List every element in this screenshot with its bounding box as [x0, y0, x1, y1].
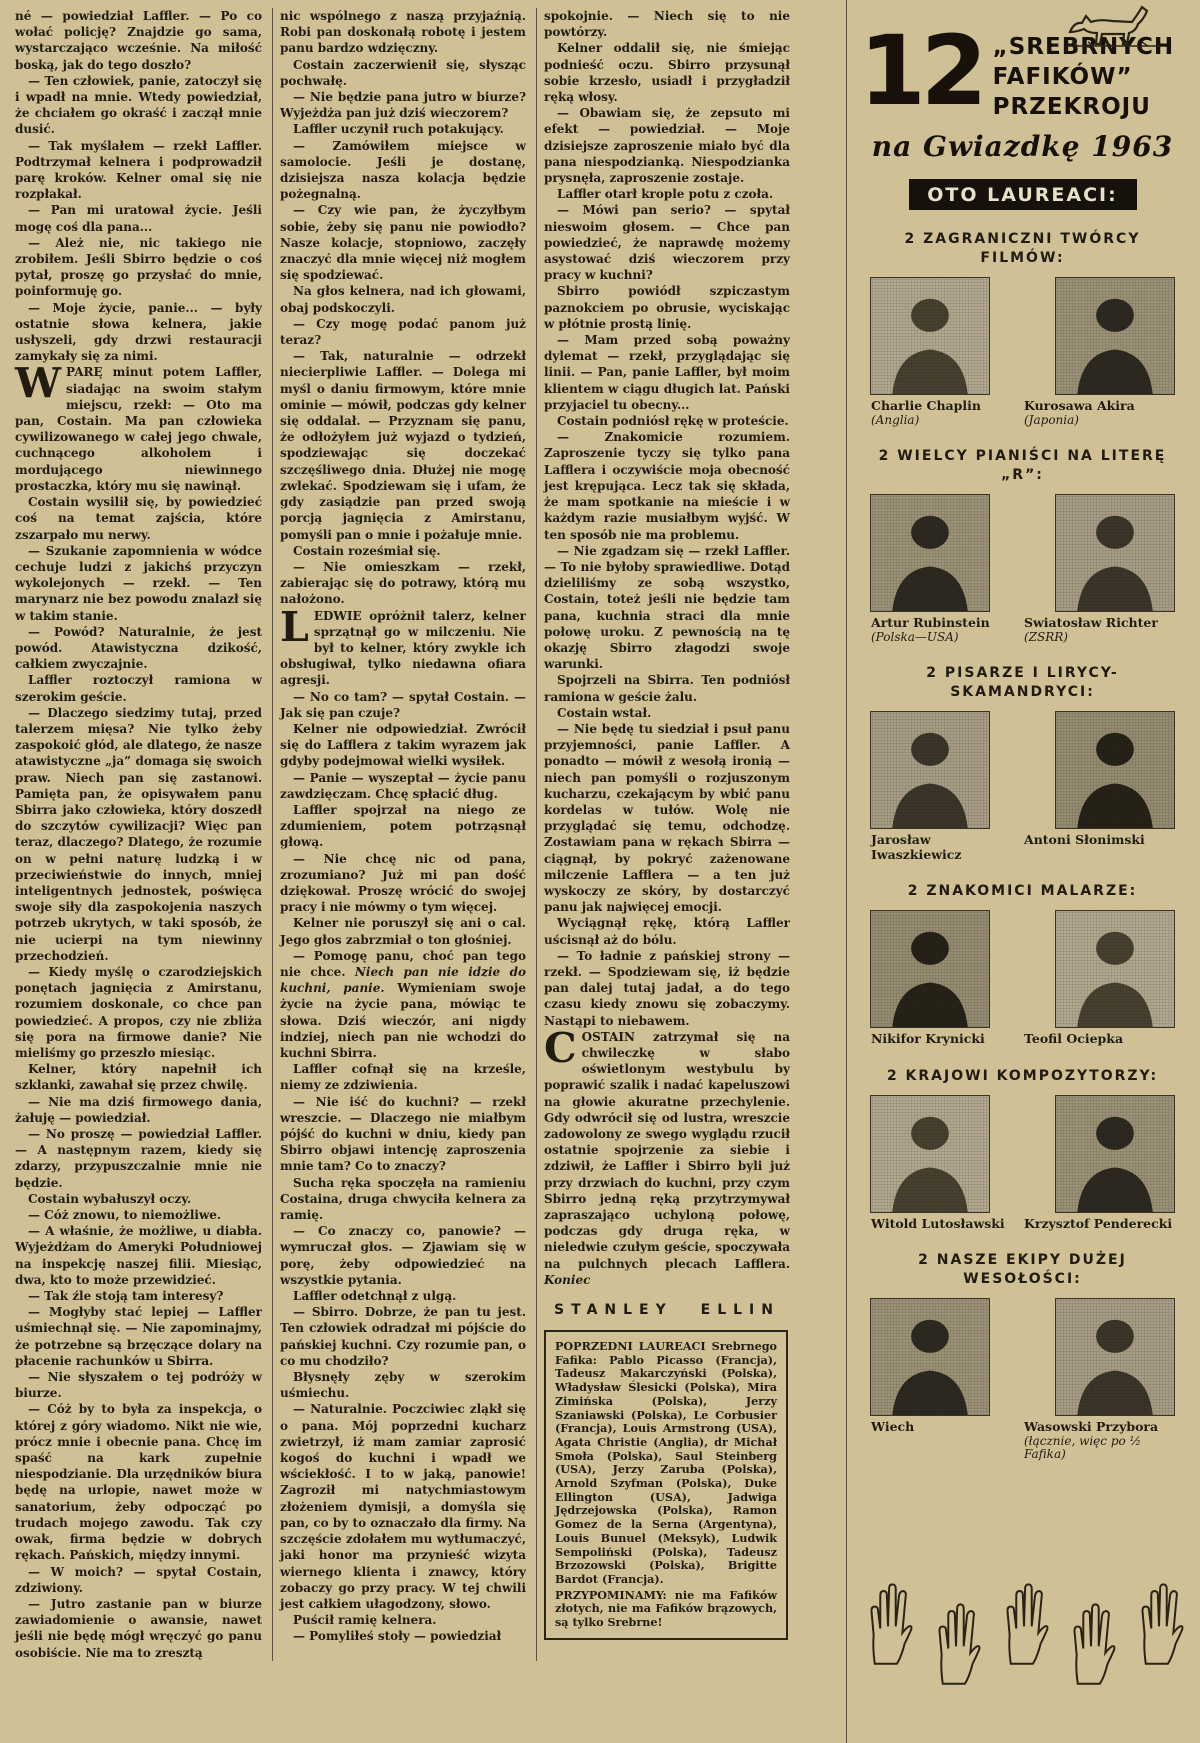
- hands-illustration-row: [863, 1580, 1184, 1686]
- reminder-lead: PRZYPOMINAMY:: [555, 1587, 667, 1602]
- laureate-photo: [871, 1299, 989, 1415]
- rect-element: [1056, 712, 1174, 828]
- laureate-caption: [1024, 399, 1174, 427]
- caption-row: [859, 1420, 1186, 1462]
- hand-icon: [863, 1580, 913, 1666]
- rect-element: [871, 495, 989, 611]
- story-paragraph: — Cóż znowu, to niemożliwe.: [28, 1208, 222, 1223]
- story-paragraph: — Pomogę panu, choć pan tego nie chce. Niech pan nie idzie do kuchni, panie. Wymieniam swoje życie na życie pana, mówiąc te słowa. Dziś wieczór, ani nigdy indziej, niech pan nie wchodzi do kuchni Sbirra.: [280, 948, 526, 1060]
- portrait-silhouette: [1056, 712, 1174, 828]
- story-paragraph: Na głos kelnera, nad ich głowami, obaj podskoczyli.: [280, 284, 526, 315]
- laureate-photo: [871, 278, 989, 394]
- laureate-note: (Japonia): [1024, 412, 1079, 427]
- rect-element: [1056, 278, 1174, 394]
- laureate-photo: [1056, 712, 1174, 828]
- caption-row: [859, 1217, 1186, 1232]
- story-paragraph: — Cóż by to była za inspekcja, o której z góry wiadomo. Nikt nie wie, prócz mnie i obecnie pana. Chcę im spaść na kark zupełnie niespodzianie. Dla urzędników biura będę na urlopie, nawet może w sanatorium, żeby odpocząć po trudach mojego zawodu. Tak czy owak, firma będzie w dobrych rękach. Pańskich, między innymi.: [15, 1402, 262, 1563]
- rect-element: [1056, 495, 1174, 611]
- story-paragraph: Kelner oddalił się, nie śmiejąc podnieść oczu. Sbirro przysunął sobie krzesło, usiadł i przygładził ręką włosy.: [544, 41, 790, 105]
- column-3-text: [544, 8, 790, 1288]
- hand-illustration: [863, 1580, 913, 1666]
- laureate-section: [859, 1067, 1186, 1232]
- hand-illustration: [1134, 1580, 1184, 1666]
- circle-element: [911, 299, 949, 332]
- portrait-silhouette: [1056, 1096, 1174, 1212]
- laureate-caption: [871, 1420, 1021, 1462]
- previous-laureates-paragraph: [555, 1340, 777, 1587]
- laureate-photo: [871, 911, 989, 1027]
- hand-illustration: [1066, 1600, 1116, 1686]
- laureate-photo: [1056, 911, 1174, 1027]
- story-paragraph: — Nie będzie pana jutro w biurze? Wyjeżdża pan już dziś wieczorem?: [280, 90, 526, 121]
- column-1-text: [15, 8, 262, 1661]
- laureate-note: (Anglia): [871, 412, 920, 427]
- reminder-paragraph: [555, 1589, 777, 1630]
- story-paragraph: Laffler cofnął się na krześle, niemy ze zdziwienia.: [280, 1062, 526, 1093]
- path-element: [892, 1167, 968, 1212]
- circle-element: [911, 1116, 949, 1149]
- section-heading: 2 NASZE EKIPY DUŻEJ WESOŁOŚCI:: [918, 1252, 1127, 1287]
- story-paragraph: — Czy wie pan, że życzyłbym sobie, żeby się panu nie powiodło? Nasze kolacje, stopniowo, zaczęły znaczyć dla mnie więcej niż mogłem się spodziewać.: [280, 203, 526, 283]
- laureates-sidebar: [846, 0, 1200, 1743]
- story-paragraph: — Nie chcę nic od pana, zrozumiano? Już mi pan dość dziękował. Proszę wrócić do swojej pracy i nie mówmy o tym więcej.: [280, 851, 526, 915]
- laureate-name: Kurosawa Akira: [1024, 398, 1135, 413]
- rect-element: [871, 1299, 989, 1415]
- portrait-silhouette: [1056, 1299, 1174, 1415]
- section-heading: 2 ZNAKOMICI MALARZE:: [907, 883, 1138, 899]
- rect-element: [871, 911, 989, 1027]
- story-paragraph: — Czy mogę podać panom już teraz?: [280, 316, 526, 348]
- story-column-3: [536, 8, 800, 1661]
- caption-row: [859, 833, 1186, 862]
- story-paragraph: Kelner nie odpowiedział. Zwrócił się do Lafflera z takim wyrazem jak gdyby podejmował wielki wysiłek.: [280, 721, 526, 769]
- laureates-banner: OTO LAUREACI:: [909, 179, 1137, 210]
- story-paragraph: — Nie zgadzam się — rzekł Laffler. — To nie byłoby sprawiedliwe. Dotąd dzieliliśmy ze sobą wszystko, Costain, toteż jeśli nie będzie tam pana, kuchnia straci dla mnie połowę uroku. Z pewnością na tę okazję Sbirro złagodzi swoje warunki.: [544, 543, 790, 672]
- story-paragraph: — No co tam? — spytał Costain. — Jak się pan czuje?: [280, 689, 526, 720]
- story-paragraph: Laffler spojrzał na niego ze zdumieniem, potem potrząsnął głową.: [280, 802, 526, 850]
- story-paragraph: — Mówi pan serio? — spytał nieswoim głosem. — Chce pan powiedzieć, że naprawdę możemy asystować dziś wieczorem przy pracy w kuchni?: [544, 203, 790, 283]
- laureate-name: Nikifor Krynicki: [871, 1031, 985, 1046]
- laureate-name: Witold Lutosławski: [871, 1215, 1005, 1231]
- laureate-photo: [1056, 1299, 1174, 1415]
- path-element: [871, 1584, 911, 1663]
- italic-phrase: Niech pan nie idzie do kuchni, panie.: [280, 964, 526, 996]
- masthead-line-2: FAFIKÓW”: [992, 64, 1133, 90]
- circle-element: [911, 733, 949, 766]
- rect-element: [871, 278, 989, 394]
- rect-element: [871, 712, 989, 828]
- path-element: [892, 566, 968, 611]
- section-heading: 2 WIELCY PIANIŚCI NA LITERĘ „R”:: [878, 448, 1167, 483]
- path-element: [1007, 1584, 1047, 1663]
- rect-element: [1056, 1096, 1174, 1212]
- story-paragraph: — Ależ nie, nic takiego nie zrobiłem. Jeśli Sbirro będzie o coś pytał, proszę go przysłać do mnie, poinformuję go.: [15, 235, 262, 299]
- story-paragraph: Laffler uczynił ruch potakujący.: [293, 122, 504, 137]
- story-paragraph: Kelner nie poruszył się ani o cal. Jego głos zabrzmiał o ton głośniej.: [280, 916, 526, 947]
- photo-row: [859, 712, 1186, 828]
- path-element: [1077, 1370, 1153, 1415]
- laureate-photo: [871, 1096, 989, 1212]
- laureate-caption: [871, 1032, 1021, 1047]
- hand-illustration: [931, 1600, 981, 1686]
- story-paragraph: Costain wstał.: [557, 705, 652, 720]
- portrait-silhouette: [871, 712, 989, 828]
- portrait-silhouette: [1056, 495, 1174, 611]
- story-paragraph: — Nie będę tu siedział i psuł panu przyjemności, panie Laffler. A ponadto — mówił z wesołą ironią — niech pan pomyśli o rozjuszonym kucharzu, czekającym by wbić panu kordelas w tułów. Wolę nie przyglądać się temu, odchodzę. Zostawiam pana w rękach Sbirra — ciągnął, by pokryć zażenowane milczenie Lafflera — a ten już wyskoczy ze skóry, by dostarczyć panu jak najwięcej emocji.: [544, 721, 790, 915]
- laureate-caption: [1024, 1420, 1174, 1462]
- laureate-name: Artur Rubinstein: [871, 615, 990, 630]
- story-paragraph: — Obawiam się, że zepsuto mi efekt — powiedział. — Moje dzisiejsze zaproszenie miało być dla pana niespodzianką. Niespodzianka prysnęła, zaproszenie zostaje.: [544, 106, 790, 186]
- story-paragraph: — Co znaczy co, panowie? — wymruczał głos. — Zjawiam się w porę, żeby odpowiedzieć na wszystkie pytania.: [280, 1224, 526, 1287]
- story-paragraph: Sbirro powiódł szpiczastym paznokciem po obrusie, wyciskając w płótnie prostą linię.: [544, 284, 790, 331]
- story-paragraph: Wyciągnął rękę, którą Laffler uścisnął aż do bólu.: [544, 916, 790, 947]
- circle-element: [911, 1320, 949, 1353]
- laureate-name: Jarosław Iwaszkiewicz: [871, 832, 962, 862]
- portrait-silhouette: [871, 1096, 989, 1212]
- svg-element: [1062, 2, 1166, 48]
- story-paragraph: — Powód? Naturalnie, że jest powód. Atawistyczna dzikość, całkiem zwyczajnie.: [15, 624, 262, 672]
- laureate-caption: [1024, 616, 1174, 644]
- path-element: [1077, 349, 1153, 394]
- laureate-caption: [1024, 1217, 1174, 1232]
- story-paragraph: — Szukanie zapomnienia w wódce cechuje ludzi z jakichś przyczyn wykolejonych — rzekł. — Ten marynarz nie bez powodu znalazł się w takim stanie.: [15, 543, 262, 623]
- circle-element: [1096, 733, 1134, 766]
- story-paragraph: Costain zaczerwienił się, słysząc pochwałę.: [280, 57, 526, 88]
- laureate-name: Teofil Ociepka: [1024, 1031, 1124, 1046]
- path-element: [1077, 1167, 1153, 1212]
- section-heading: 2 PISARZE I LIRYCY-SKAMANDRYCI:: [926, 665, 1119, 700]
- hand-icon: [931, 1600, 981, 1686]
- story-paragraph: — Tak źle stoją tam interesy?: [28, 1289, 224, 1304]
- photo-row: [859, 495, 1186, 611]
- story-paragraph: spokojnie. — Niech się to nie powtórzy.: [544, 9, 790, 40]
- story-paragraph: — Zamówiłem miejsce w samolocie. Jeśli je dostanę, dzisiejsza nasza kolacja będzie pożegnalną.: [280, 138, 526, 202]
- story-paragraph: W PARĘ minut potem Laffler, siadając na swoim stałym miejscu, rzekł: — Oto ma pan, Costain. Ma pan człowieka cywilizowanego w całej jego chwale, cuchnącego alkoholem i mordującego niewinnego prostaczka, który mu się nawinął.: [15, 359, 262, 493]
- story-column-1: [8, 8, 272, 1661]
- story-paragraph: — Mam przed sobą poważny dylemat — rzekł, przyglądając się linii. — Pan, panie Laffler, był moim klientem w ciągu długich lat. Pański przyjaciel tu obecny...: [544, 333, 790, 412]
- masthead-line-3: PRZEKROJU: [992, 94, 1151, 120]
- laureate-photo: [1056, 278, 1174, 394]
- story-paragraph: — Tak, naturalnie — odrzekł niecierpliwie Laffler. — Dolega mi myśl o daniu firmowym, które mnie ominie — mówił, podczas gdy kelner się oddalał. — Przyznam się panu, że odłożyłem już wyjazd o tydzień, spodziewając się doczekać szczęśliwego dnia. Dłużej nie mogę zwlekać. Spodziewam się i ufam, że gdy zasiądzie pan przed swoją porcją jagnięcia z Amirstanu, pomyśli pan o mnie i pożałuje mnie.: [280, 349, 526, 542]
- laureate-name: Krzysztof Penderecki: [1024, 1215, 1173, 1231]
- portrait-silhouette: [871, 495, 989, 611]
- story-paragraph: — Pomyliłeś stoły — powiedział: [293, 1629, 502, 1644]
- path-element: [1077, 783, 1153, 828]
- laureate-name: Antoni Słonimski: [1024, 832, 1145, 847]
- story-paragraph: — Kiedy myślę o czarodziejskich ponętach jagnięcia z Amirstanu, rozumiem doskonale, co chce pan powiedzieć. A propos, czy nie zbliża się pora na firmowe danie? Nie mieliśmy go przeszło miesiąc.: [15, 964, 262, 1060]
- circle-element: [1096, 1116, 1134, 1149]
- drop-cap: C: [544, 1023, 577, 1072]
- story-paragraph: — Tak myślałem — rzekł Laffler. Podtrzymał kelnera i podprowadził parę kroków. Kelner omal się nie rozpłakał.: [15, 138, 262, 202]
- story-paragraph: — Nie słyszałem o tej podróży w biurze.: [15, 1370, 262, 1401]
- laureate-name: Charlie Chaplin: [871, 398, 981, 413]
- path-element: [1070, 7, 1147, 44]
- section-heading: 2 ZAGRANICZNI TWÓRCY FILMÓW:: [904, 231, 1141, 266]
- portrait-silhouette: [871, 278, 989, 394]
- box-lead: POPRZEDNI LAUREACI: [555, 1339, 706, 1354]
- story-paragraph: — Jutro zastanie pan w biurze zawiadomienie o awansie, nawet jeśli nie będę mógł wręczyć go panu osobiście. Nie ma to zresztą: [15, 1596, 262, 1660]
- path-element: [1077, 566, 1153, 611]
- drop-cap: W: [15, 359, 62, 408]
- story-paragraph: — Nie omieszkam — rzekł, zabierając się do potrawy, którą mu nałożono.: [280, 559, 526, 607]
- path-element: [1077, 982, 1153, 1027]
- story-paragraph: Laffler odetchnął z ulgą.: [293, 1289, 457, 1304]
- issue-number: 12: [859, 15, 983, 127]
- path-element: [892, 349, 968, 394]
- story-paragraph: Costain roześmiał się.: [293, 543, 441, 558]
- story-paragraph: Błysnęły zęby w szerokim uśmiechu.: [280, 1370, 526, 1401]
- caption-row: [859, 616, 1186, 644]
- story-paragraph: Laffler otarł krople potu z czoła.: [557, 187, 774, 202]
- circle-element: [911, 932, 949, 965]
- box-body: Srebrnego Fafika: Pablo Picasso (Francja), Tadeusz Makarczyński (Polska), Władysław Ślesicki (Polska), Mira Zimińska (Polska), Jerzy Szaniawski (Polska), Le Corbusier (Francja), Louis Armstrong (USA), Agata Christie (Anglia), dr Michał Smoła (Polska), Saul Steinberg (USA), Jerzy Zaruba (Polska), Arnold Szyfman (Polska), Duke Ellington (USA), Jadwiga Jędrzejowska (Polska), Ramon Gomez de la Serna (Argentyna), Louis Bunuel (Meksyk), Ludwik Sempoliński (Polska), Tadeusz Brzozowski (Polska), Brigitte Bardot (Francja).: [555, 1339, 777, 1586]
- rect-element: [1056, 911, 1174, 1027]
- path-element: [892, 982, 968, 1027]
- story-paragraph: Sucha ręka spoczęła na ramieniu Costaina, druga chwyciła kelnera za ramię.: [280, 1175, 526, 1223]
- story-paragraph: — Naturalnie. Poczciwiec zląkł się o pana. Mój poprzedni kucharz zwietrzył, iż mam zamiar zaprosić kogoś do kuchni i wpadł we wściekłość. I to w jaką, panowie! Zagroził mi natychmiastowym złożeniem dymisji, a domyśla się pan, co by to oznaczało dla firmy. Na szczęście zdołałem mu wytłumaczyć, jaki honor ma przynieść wizyta wiernego klienta i znawcy, który zobaczy go przy pracy. W tej chwili jest całkiem ułagodzony, słowo.: [280, 1402, 526, 1611]
- masthead-line-1: „SREBRNYCH: [992, 34, 1175, 60]
- path-element: [892, 783, 968, 828]
- circle-element: [1096, 516, 1134, 549]
- portrait-silhouette: [1056, 911, 1174, 1027]
- drop-cap: L: [280, 602, 309, 651]
- laureate-caption: [1024, 1032, 1174, 1047]
- laureate-caption: [871, 1217, 1021, 1232]
- laureate-name: Wiech: [871, 1419, 915, 1434]
- laureate-sections: [859, 230, 1186, 1462]
- laureate-name: Wasowski Przybora: [1024, 1419, 1159, 1434]
- photo-row: [859, 1299, 1186, 1415]
- laureate-section: [859, 664, 1186, 862]
- laureate-photo: [1056, 495, 1174, 611]
- story-paragraph: — Dlaczego siedzimy tutaj, przed talerzem mięsa? Nie tylko żeby zaspokoić głód, ale dlatego, że nasze atawistyczne „ja” domaga się swoich praw. Niech pan się zastanowi. Pamięta pan, że opisywałem panu Sbirra jako człowieka, który doszedł do szczytów cywilizacji? Więc pan teraz, dlaczego? Dlatego, że rozumie on w pełni naturę ludzką i w przeciwieństwie do innych, mniej inteligentnych jednostek, poświęca swoje siły dla zaspokojenia naszych potrzeb ukrytych, w taki sposób, że nie ucierpi na tym niewinny przechodzień.: [15, 705, 262, 963]
- laureate-section: [859, 882, 1186, 1047]
- circle-element: [1096, 1320, 1134, 1353]
- story-paragraph: — Nie iść do kuchni? — rzekł wreszcie. — Dlaczego nie miałbym pójść do kuchni w dniu, kiedy pan Sbirro objawi intencję zaproszenia mnie tam? Co to znaczy?: [280, 1094, 526, 1174]
- story-paragraph: — Moje życie, panie... — były ostatnie słowa kelnera, jakie usłyszeli, gdy drzwi restauracji zamykały się za nimi.: [15, 300, 262, 364]
- laureate-caption: [871, 833, 1021, 862]
- circle-element: [1096, 299, 1134, 332]
- christmas-script-line: na Gwiazdkę 1963: [871, 130, 1174, 163]
- italic-phrase: Koniec: [544, 1272, 591, 1287]
- story-paragraph: — Nie ma dziś firmowego dania, żałuję — powiedział.: [15, 1094, 262, 1125]
- rect-element: [1056, 1299, 1174, 1415]
- photo-row: [859, 911, 1186, 1027]
- story-paragraph: Costain podniósł rękę w proteście.: [557, 414, 789, 429]
- laureate-note: (łącznie, więc po ½ Fafika): [1024, 1433, 1142, 1461]
- photo-row: [859, 1096, 1186, 1212]
- photo-row: [859, 278, 1186, 394]
- laureate-section: [859, 230, 1186, 427]
- laureate-photo: [1056, 1096, 1174, 1212]
- laureate-note: (ZSRR): [1024, 629, 1068, 644]
- caption-row: [859, 1032, 1186, 1047]
- laureate-caption: [1024, 833, 1174, 862]
- rect-element: [871, 1096, 989, 1212]
- story-paragraph: — No proszę — powiedział Laffler. — A następnym razem, kiedy się zdarzy, przypuszczalnie mnie nie będzie.: [15, 1127, 262, 1190]
- laureate-photo: [871, 495, 989, 611]
- column-2-text: [280, 8, 526, 1645]
- path-element: [892, 1370, 968, 1415]
- story-paragraph: COSTAIN zatrzymał się na chwileczkę w słabo oświetlonym westybulu by poprawić szalik i nadać kapeluszowi na głowie akuratne przechylenie. Gdy odwrócił się od lustra, wreszcie zadowolony ze swego wyglądu rzucił ostatnie spojrzenie za siebie i zdziwił, że Laffler i Sbirro byli już przy drzwiach do kuchni, przy czym Sbirro jedną ręką przytrzymywał zapraszająco uchyloną połowę, podczas gdy druga ręka, w nieledwie czułym geście, spoczywała na pulchnych plecach Lafflera. Koniec: [544, 1023, 790, 1287]
- section-heading: 2 KRAJOWI KOMPOZYTORZY:: [886, 1067, 1159, 1084]
- laureate-name: Swiatosław Richter: [1024, 615, 1158, 630]
- reminder-body: nie ma Fafików złotych, nie ma Fafików brązowych, są tylko Srebrne!: [555, 1587, 777, 1630]
- laureate-caption: [871, 399, 1021, 427]
- hand-illustration: [999, 1580, 1049, 1666]
- laureate-section: [859, 447, 1186, 644]
- story-paragraph: Costain wybałuszył oczy.: [28, 1191, 192, 1206]
- story-paragraph: Laffler roztoczył ramiona w szerokim geście.: [15, 673, 262, 704]
- circle-element: [911, 516, 949, 549]
- story-paragraph: LEDWIE opróżnił talerz, kelner sprzątnął go w milczeniu. Nie był to kelner, który zwykle ich obsługiwał, tylko niedawna ofiara agresji.: [280, 602, 526, 688]
- path-element: [1142, 1584, 1182, 1663]
- story-column-2: [272, 8, 536, 1661]
- laureate-caption: [871, 616, 1021, 644]
- story-paragraph: — Znakomicie rozumiem. Zaproszenie tyczy się tylko pana Lafflera i oczywiście moja obecność jest krępująca. Lecz tak się składa, że mam spotkanie na mieście i w każdym razie musiałbym wyjść. W ten sposób nie ma problemu.: [544, 430, 790, 542]
- story-paragraph: Spojrzeli na Sbirra. Ten podniósł ramiona w geście żalu.: [544, 673, 790, 704]
- story-columns: [8, 8, 840, 1661]
- previous-laureates-box: [544, 1330, 788, 1640]
- story-paragraph: Kelner, który napełnił ich szklanki, zawahał się przez chwilę.: [15, 1062, 262, 1093]
- story-paragraph: — A właśnie, że możliwe, u diabła. Wyjeżdżam do Ameryki Południowej na inspekcję naszej filii. Miesiąc, dwa, kto to może przewidzieć.: [15, 1224, 262, 1287]
- path-element: [1066, 42, 1160, 46]
- story-paragraph: — Panie — wyszeptał — życie panu zawdzięczam. Chcę spłacić dług.: [280, 770, 526, 801]
- story-paragraph: Puścił ramię kelnera.: [293, 1613, 437, 1628]
- path-element: [939, 1604, 979, 1683]
- author-byline: STANLEY ELLIN: [554, 1302, 780, 1319]
- story-paragraph: — To ładnie z pańskiej strony — rzekł. — Spodziewam się, iż będzie pan dalej tutaj jadał, a do tego czasu kiedy znowu się zobaczymy. Nastąpi to niebawem.: [544, 948, 790, 1028]
- story-paragraph: Costain wysilił się, by powiedzieć coś na temat zajścia, które zszarpało mu nerwy.: [15, 495, 262, 542]
- story-paragraph: nic wspólnego z naszą przyjaźnią. Robi pan doskonałą robotę i jestem panu bardzo wdzięczny.: [280, 9, 526, 56]
- hand-icon: [1134, 1580, 1184, 1666]
- story-paragraph: — W moich? — spytał Costain, zdziwiony.: [15, 1564, 262, 1595]
- portrait-silhouette: [871, 1299, 989, 1415]
- caption-row: [859, 399, 1186, 427]
- story-paragraph: — Pan mi uratował życie. Jeśli mogę coś dla pana...: [15, 203, 262, 234]
- portrait-silhouette: [871, 911, 989, 1027]
- story-paragraph: né — powiedział Laffler. — Po co wołać policję? Znajdzie go sama, wystarczająco wcześnie. Na miłość boską, jak do tego doszło?: [15, 9, 262, 72]
- laureate-section: [859, 1251, 1186, 1462]
- laureate-note: (Polska—USA): [871, 629, 959, 644]
- path-element: [1075, 1604, 1115, 1683]
- circle-element: [1096, 932, 1134, 965]
- laureate-photo: [871, 712, 989, 828]
- story-paragraph: — Ten człowiek, panie, zatoczył się i wpadł na mnie. Wtedy powiedział, że chciałem go okraść i zaczął mnie dusić.: [15, 73, 262, 137]
- story-paragraph: — Sbirro. Dobrze, że pan tu jest. Ten człowiek odradzał mi pójście do pańskiej kuchni. Czy rozumie pan, o co mu chodziło?: [280, 1305, 526, 1368]
- fafik-dog-icon: [1062, 2, 1166, 48]
- hand-icon: [999, 1580, 1049, 1666]
- portrait-silhouette: [1056, 278, 1174, 394]
- story-paragraph: — Mogłyby stać lepiej — Laffler uśmiechnął się. — Nie zapominajmy, że potrzebne są brzęczące dolary na płacenie rachunków u Sbirra.: [15, 1305, 262, 1368]
- hand-icon: [1066, 1600, 1116, 1686]
